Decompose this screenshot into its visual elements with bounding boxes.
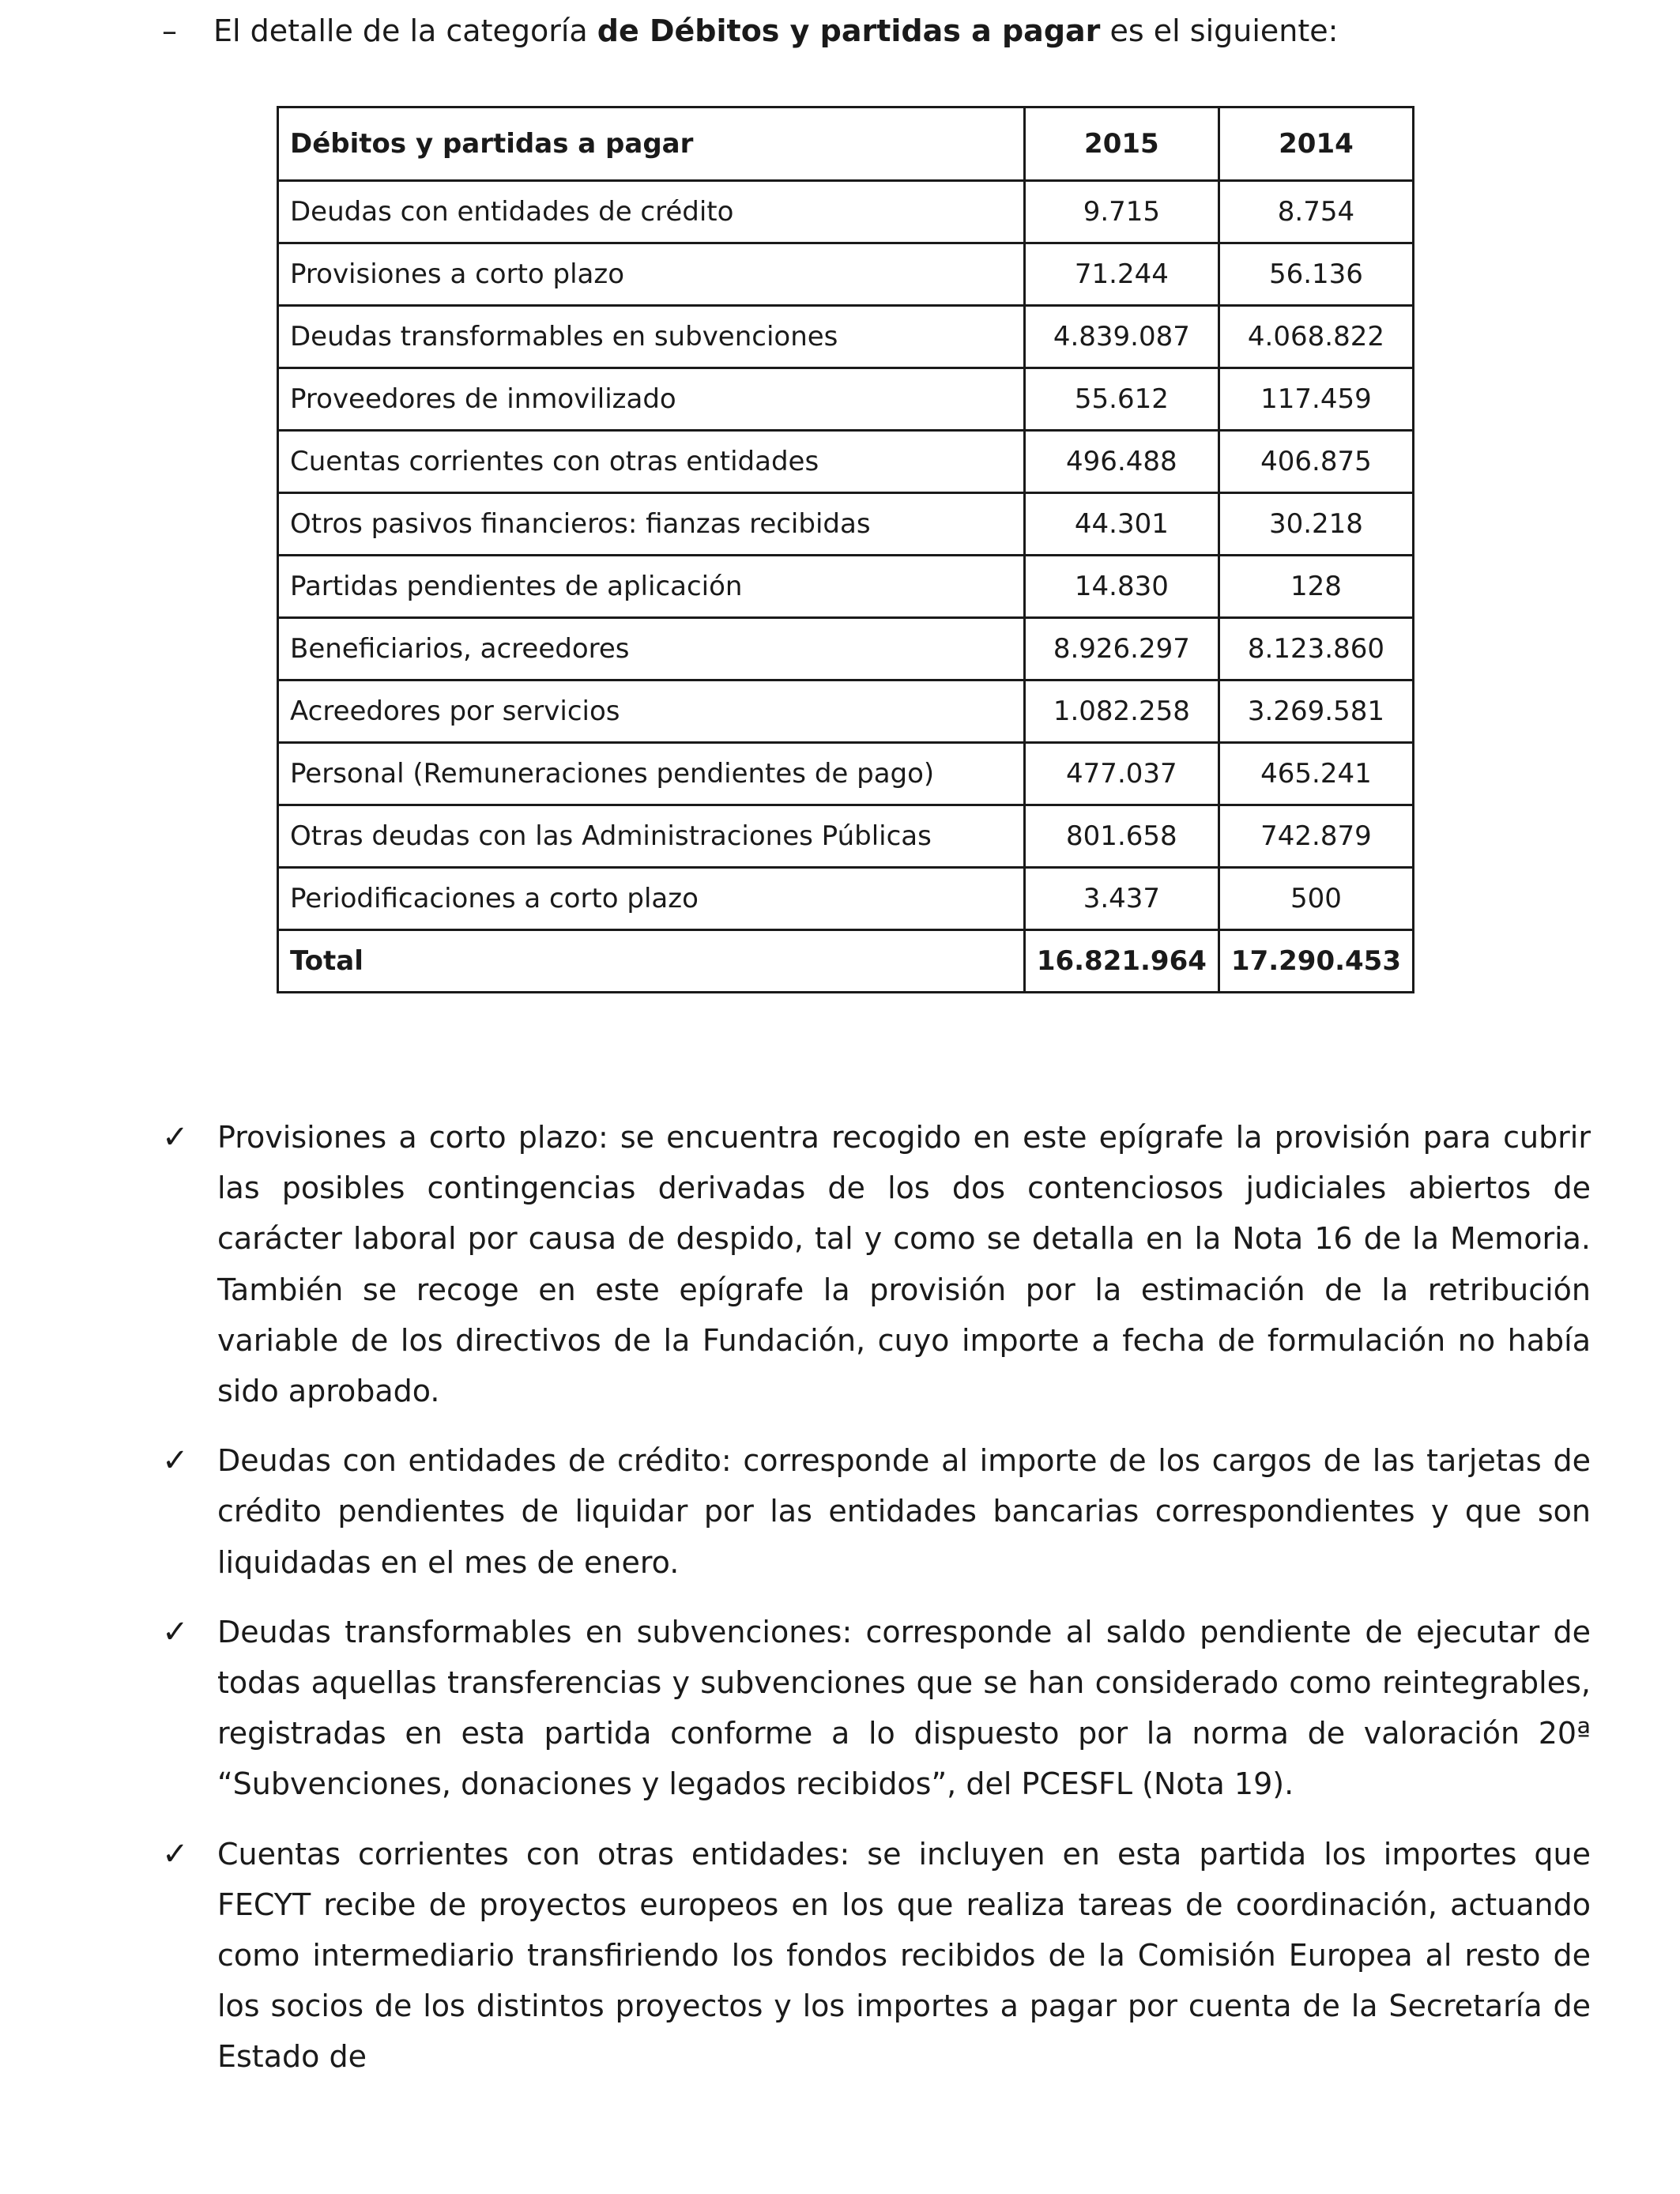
row-value-2014: 8.754	[1219, 181, 1413, 243]
table-row	[278, 431, 1414, 493]
row-value-2015: 1.082.258	[1024, 680, 1219, 743]
checkmark-icon: ✓	[162, 1613, 189, 1650]
table-row	[278, 743, 1414, 805]
list-item-text: Deudas con entidades de crédito: corresponde al importe de los cargos de las tarjetas de crédito pendientes de liquidar por las entidades bancarias correspondientes y que son liquidadas en el mes de enero.	[217, 1443, 1591, 1580]
table-row	[278, 368, 1414, 431]
row-concept: Deudas transformables en subvenciones	[278, 306, 1025, 368]
row-concept: Beneficiarios, acreedores	[278, 618, 1025, 680]
row-value-2015: 477.037	[1024, 743, 1219, 805]
list-item-text: Deudas transformables en subvenciones: corresponde al saldo pendiente de ejecutar de todas aquellas transferencias y subvenciones que se han considerado como reintegrables, registradas en esta partida conforme a lo dispuesto por la norma de valoración 20ª “Subvenciones, donaciones y legados recibidos”, del PCESFL (Nota 19).	[217, 1614, 1591, 1802]
intro-text-bold: de Débitos y partidas a pagar	[597, 13, 1101, 48]
row-concept: Deudas con entidades de crédito	[278, 181, 1025, 243]
row-value-2015: 8.926.297	[1024, 618, 1219, 680]
list-item	[162, 1607, 1591, 1810]
row-concept: Cuentas corrientes con otras entidades	[278, 431, 1025, 493]
row-value-2014: 128	[1219, 556, 1413, 618]
table-row	[278, 556, 1414, 618]
table-row	[278, 306, 1414, 368]
table-body	[278, 181, 1414, 993]
row-value-2014: 465.241	[1219, 743, 1413, 805]
row-concept: Provisiones a corto plazo	[278, 243, 1025, 306]
row-value-2015: 14.830	[1024, 556, 1219, 618]
table-total-row	[278, 930, 1414, 993]
total-2015: 16.821.964	[1024, 930, 1219, 993]
intro-text-after: es el siguiente:	[1100, 13, 1339, 48]
table-row	[278, 805, 1414, 868]
table-row	[278, 243, 1414, 306]
checkmark-icon: ✓	[162, 1119, 189, 1155]
row-value-2015: 71.244	[1024, 243, 1219, 306]
row-value-2014: 4.068.822	[1219, 306, 1413, 368]
row-concept: Otros pasivos financieros: fianzas recibidas	[278, 493, 1025, 556]
intro-line	[162, 9, 1338, 52]
header-concept: Débitos y partidas a pagar	[278, 107, 1025, 181]
header-2014: 2014	[1219, 107, 1413, 181]
list-item	[162, 1829, 1591, 2083]
row-value-2014: 500	[1219, 868, 1413, 930]
total-label: Total	[278, 930, 1025, 993]
row-value-2014: 56.136	[1219, 243, 1413, 306]
row-value-2014: 3.269.581	[1219, 680, 1413, 743]
row-concept: Acreedores por servicios	[278, 680, 1025, 743]
total-2014: 17.290.453	[1219, 930, 1413, 993]
checkmark-icon: ✓	[162, 1835, 189, 1872]
row-concept: Periodificaciones a corto plazo	[278, 868, 1025, 930]
row-value-2015: 4.839.087	[1024, 306, 1219, 368]
list-item	[162, 1112, 1591, 1416]
list-item-text: Cuentas corrientes con otras entidades: se incluyen en esta partida los importes que FECYT recibe de proyectos europeos en los que realiza tareas de coordinación, actuando como intermediario transfiriendo los fondos recibidos de la Comisión Europea al resto de los socios de los distintos proyectos y los importes a pagar por cuenta de la Secretaría de Estado de	[217, 1836, 1591, 2075]
row-value-2015: 3.437	[1024, 868, 1219, 930]
table-row	[278, 868, 1414, 930]
row-value-2014: 117.459	[1219, 368, 1413, 431]
row-value-2014: 406.875	[1219, 431, 1413, 493]
list-item-text: Provisiones a corto plazo: se encuentra recogido en este epígrafe la provisión para cubrir las posibles contingencias derivadas de los dos contenciosos judiciales abiertos de carácter laboral por causa de despido, tal y como se detalla en la Nota 16 de la Memoria. También se recoge en este epígrafe la provisión por la estimación de la retribución variable de los directivos de la Fundación, cuyo importe a fecha de formulación no había sido aprobado.	[217, 1120, 1591, 1409]
row-value-2014: 8.123.860	[1219, 618, 1413, 680]
row-value-2014: 742.879	[1219, 805, 1413, 868]
list-item	[162, 1435, 1591, 1588]
dash-marker: –	[162, 13, 177, 48]
row-value-2014: 30.218	[1219, 493, 1413, 556]
row-concept: Proveedores de inmovilizado	[278, 368, 1025, 431]
intro-text-before: El detalle de la categoría	[213, 13, 597, 48]
table-row	[278, 181, 1414, 243]
table-row	[278, 680, 1414, 743]
table-row	[278, 493, 1414, 556]
row-concept: Otras deudas con las Administraciones Públicas	[278, 805, 1025, 868]
debitos-table	[277, 106, 1414, 993]
table-row	[278, 618, 1414, 680]
row-value-2015: 9.715	[1024, 181, 1219, 243]
row-value-2015: 55.612	[1024, 368, 1219, 431]
table-header-row	[278, 107, 1414, 181]
row-value-2015: 496.488	[1024, 431, 1219, 493]
checkmark-icon: ✓	[162, 1442, 189, 1480]
row-value-2015: 44.301	[1024, 493, 1219, 556]
bullet-list	[162, 1112, 1591, 2102]
row-value-2015: 801.658	[1024, 805, 1219, 868]
row-concept: Personal (Remuneraciones pendientes de pago)	[278, 743, 1025, 805]
row-concept: Partidas pendientes de aplicación	[278, 556, 1025, 618]
header-2015: 2015	[1024, 107, 1219, 181]
